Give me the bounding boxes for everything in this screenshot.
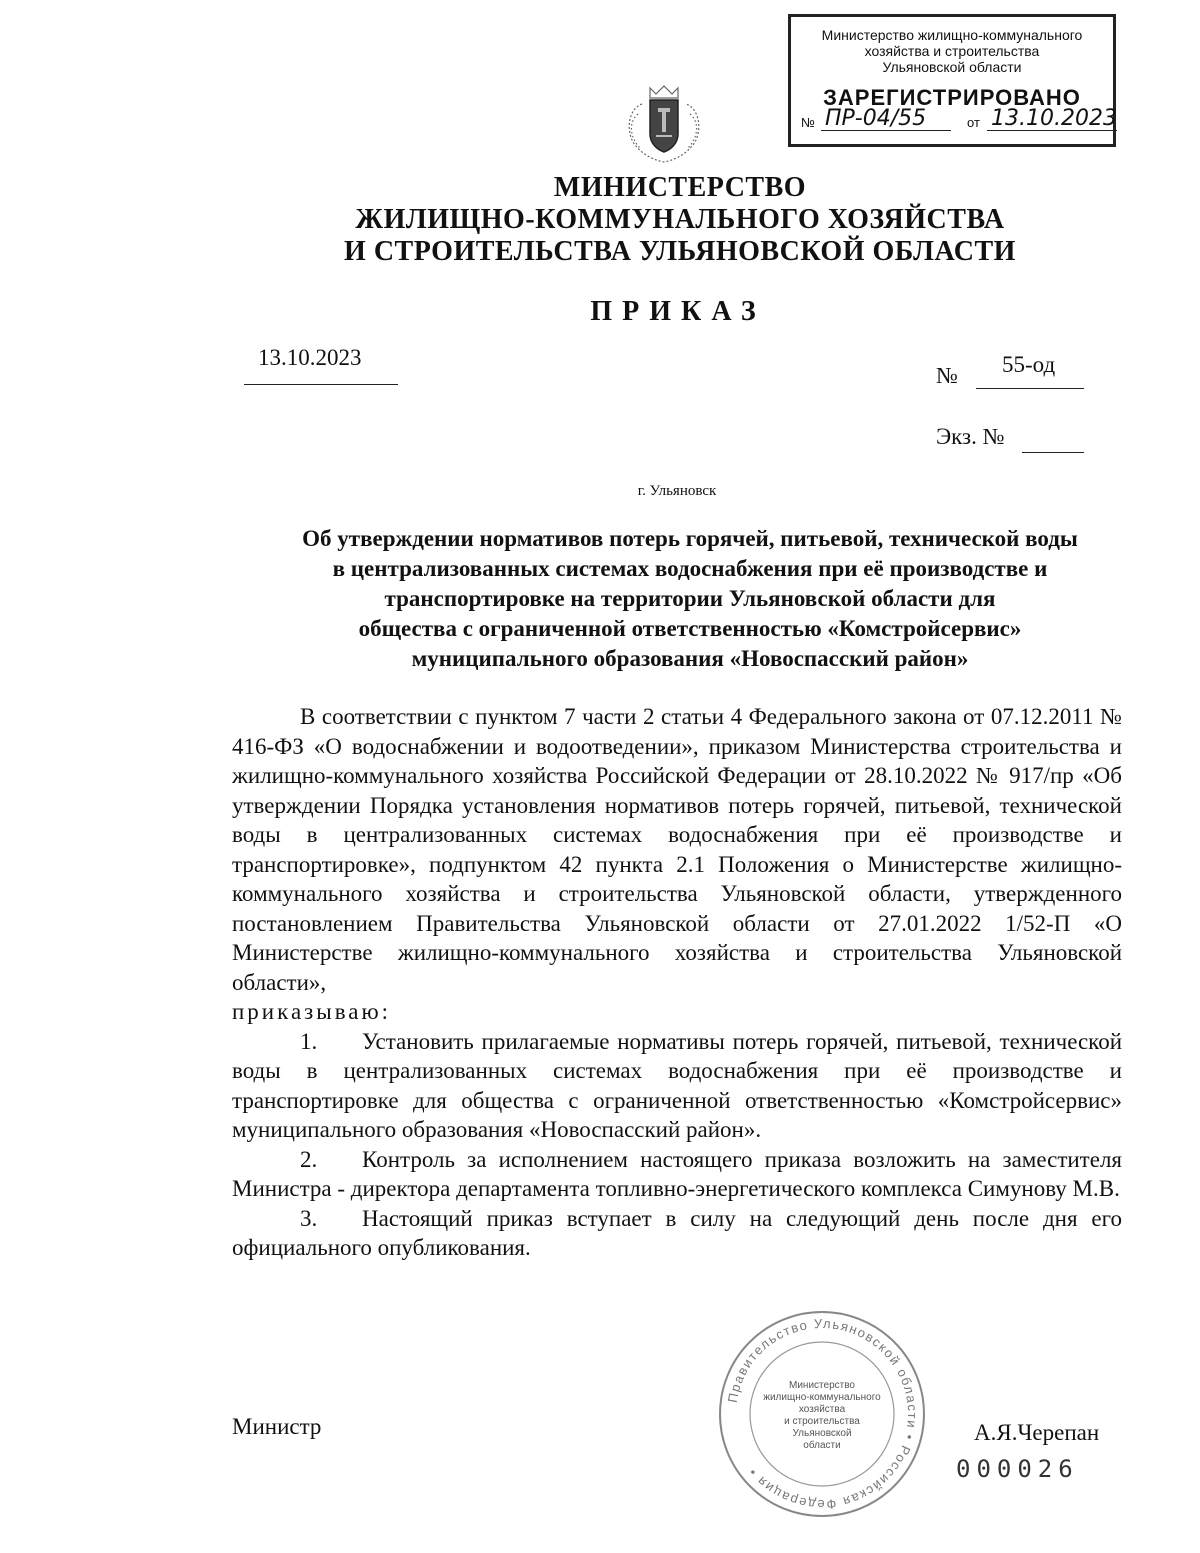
registration-status: ЗАРЕГИСТРИРОВАНО: [823, 85, 1081, 110]
order-item-text: Установить прилагаемые нормативы потерь горячей, питьевой, технической воды в централизованных системах водоснабжения при её производстве и транспортировке для общества с ограниченной ответственностью «Комстройсервис» муниципального образования «Новоспасский район».: [232, 1028, 1122, 1142]
signatory-position: Министр: [232, 1414, 322, 1439]
subject-line: транспортировке на территории Ульяновской области для: [384, 586, 996, 611]
seal-center-line: Министерство: [789, 1380, 855, 1391]
stamp-org-line: Ульяновской области: [882, 59, 1022, 75]
ministry-title-line: ЖИЛИЩНО-КОММУНАЛЬНОГО ХОЗЯЙСТВА: [355, 204, 1005, 235]
ministry-title-line: МИНИСТЕРСТВО: [553, 172, 807, 203]
order-item: [232, 1027, 1122, 1145]
registration-stamp: [788, 14, 1116, 147]
order-word: приказываю:: [232, 999, 392, 1024]
coat-of-arms-icon: [612, 74, 716, 168]
order-item: [232, 1204, 1122, 1263]
ministry-title-line: И СТРОИТЕЛЬСТВА УЛЬЯНОВСКОЙ ОБЛАСТИ: [344, 236, 1016, 267]
seal-ring-text: Правительство Ульяновской области • Российская Федерация •: [724, 1315, 921, 1513]
registration-number-value: ПР-04/55: [821, 108, 951, 131]
seal-center-line: Ульяновской: [792, 1428, 852, 1439]
order-number-label: №: [936, 363, 958, 388]
order-item: [232, 1145, 1122, 1204]
order-date: 13.10.2023: [258, 345, 362, 370]
order-number-underline: [976, 388, 1084, 389]
subject-line: Об утверждении нормативов потерь горячей, питьевой, технической воды: [302, 526, 1078, 551]
order-number: 55-од: [1002, 352, 1056, 377]
seal-center-line: области: [803, 1440, 841, 1451]
seal-center-line: хозяйства: [798, 1404, 846, 1415]
seal-center-line: и строительства: [784, 1416, 860, 1427]
order-item-number: 2.: [300, 1146, 318, 1172]
preamble-paragraph: В соответствии с пунктом 7 части 2 статьи 4 Федерального закона от 07.12.2011 № 416-ФЗ «О водоснабжении и водоотведении», приказом Министерства строительства и жилищно-коммунального хозяйства Российской Федерации от 28.10.2022 № 917/пр «Об утверждении Порядка установления нормативов потерь горячей, питьевой, технической воды в централизованных системах водоснабжения при её производстве и транспортировке», подпунктом 42 пункта 2.1 Положения о Министерстве жилищно-коммунального хозяйства и строительства Ульяновской области, утвержденного постановлением Правительства Ульяновской области от 27.01.2022 1/52-П «О Министерстве жилищно-коммунального хозяйства и строительства Ульяновской области»,: [232, 704, 1122, 995]
copy-number-underline: [1022, 452, 1084, 453]
order-item-number: 3.: [300, 1205, 318, 1231]
serial-number: 000026: [956, 1455, 1079, 1483]
registration-date-value: 13.10.2023: [987, 108, 1117, 131]
order-subject: [200, 524, 1180, 674]
city: г. Ульяновск: [637, 483, 717, 499]
order-date-underline: [244, 384, 398, 385]
stamp-org-line: хозяйства и строительства: [864, 43, 1040, 59]
registration-date-label: от: [967, 115, 980, 130]
order-item-number: 1.: [300, 1028, 318, 1054]
ministry-title: [0, 172, 1200, 268]
order-item-text: Контроль за исполнением настоящего приказа возложить на заместителя Министра - директора департамента топливно-энергетического комплекса Симунову М.В.: [232, 1146, 1122, 1201]
subject-line: общества с ограниченной ответственностью «Комстройсервис»: [358, 616, 1022, 641]
copy-number-label: Экз. №: [936, 424, 1005, 449]
seal-center-text: [746, 1380, 898, 1452]
document-type: ПРИКАЗ: [590, 296, 766, 327]
registration-stamp-org: [791, 27, 1113, 75]
signatory-name: А.Я.Черепан: [974, 1420, 1100, 1445]
subject-line: в централизованных системах водоснабжения при её производстве и: [332, 556, 1048, 581]
registration-number-label: №: [801, 115, 815, 130]
subject-line: муниципального образования «Новоспасский район»: [411, 646, 969, 671]
seal-center-line: жилищно-коммунального: [763, 1392, 881, 1403]
order-item-text: Настоящий приказ вступает в силу на следующий день после дня его официального опубликования.: [232, 1205, 1122, 1260]
registration-number-line: [799, 106, 1117, 136]
order-body: [232, 702, 1122, 1263]
stamp-org-line: Министерство жилищно-коммунального: [821, 27, 1083, 43]
